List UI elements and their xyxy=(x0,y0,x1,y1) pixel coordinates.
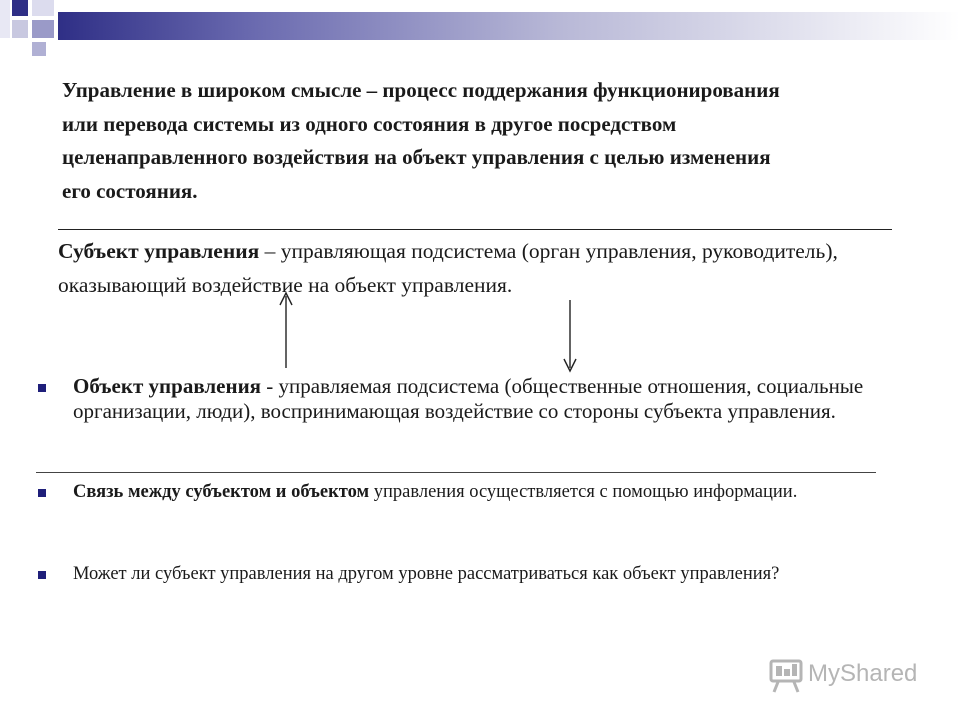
bullet-marker xyxy=(38,489,46,497)
list-item xyxy=(73,563,893,585)
subject-term: Субъект управления xyxy=(58,239,260,263)
subject-description: – управляющая подсистема (орган управления, руководитель), оказывающий воздействие на объект управления. xyxy=(58,239,838,297)
management-definition: Управление в широком смысле – процесс поддержания функционирования или перевода системы из одного состояния в другое посредством целенаправленного воздействия на объект управления с целью изменения его состояния. xyxy=(62,78,780,203)
bullet-marker xyxy=(38,384,46,392)
down-arrow-icon xyxy=(564,300,576,371)
list-item xyxy=(73,481,893,503)
object-description: - управляемая подсистема (общественные отношения, социальные организации, люди), воспринимающая воздействие со стороны субъекта управления. xyxy=(73,374,864,423)
presentation-board-icon xyxy=(768,658,804,694)
object-term: Объект управления xyxy=(73,374,262,398)
watermark-text: MyShared xyxy=(808,660,918,687)
divider-line xyxy=(36,472,876,473)
link-description: управления осуществляется с помощью информации. xyxy=(369,482,798,502)
question-text: Может ли субъект управления на другом уровне рассматриваться как объект управления? xyxy=(73,564,780,584)
list-item xyxy=(73,374,873,424)
link-term: Связь между субъектом и объектом xyxy=(73,482,370,502)
bullet-marker xyxy=(38,571,46,579)
up-arrow-icon xyxy=(280,293,292,368)
watermark xyxy=(768,656,938,696)
